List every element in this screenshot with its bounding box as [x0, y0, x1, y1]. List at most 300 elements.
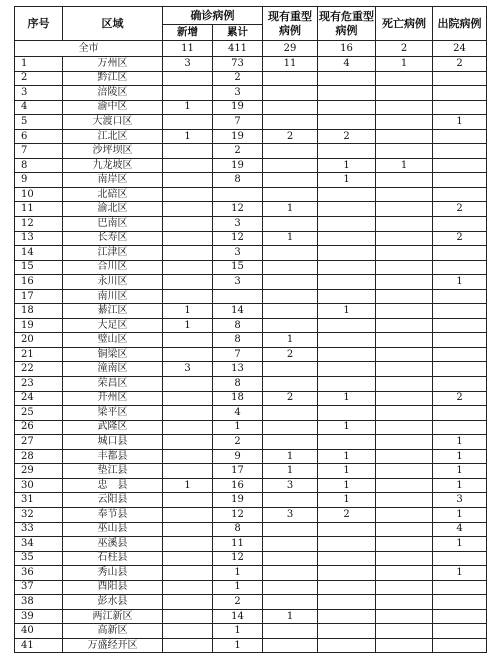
row-deaths: [376, 333, 433, 348]
row-severe: [263, 304, 318, 319]
row-cumulative: 3: [213, 246, 263, 261]
row-critical: 1: [318, 391, 376, 406]
table-row: [15, 71, 487, 86]
row-severe: [263, 217, 318, 232]
row-no: 34: [15, 537, 63, 552]
row-new: [163, 347, 213, 362]
row-cumulative: 17: [213, 464, 263, 479]
table-row: [15, 478, 487, 493]
row-critical: 1: [318, 493, 376, 508]
row-district: 开州区: [63, 391, 163, 406]
row-district: 巫山县: [63, 522, 163, 537]
row-new: [163, 638, 213, 653]
row-district: 涪陵区: [63, 86, 163, 101]
row-critical: 4: [318, 57, 376, 72]
row-no: 23: [15, 377, 63, 392]
row-deaths: [376, 304, 433, 319]
table-row: [15, 391, 487, 406]
table-row: [15, 522, 487, 537]
row-discharged: 1: [433, 464, 487, 479]
header-deaths: 死亡病例: [376, 7, 433, 41]
row-discharged: [433, 420, 487, 435]
row-deaths: [376, 595, 433, 610]
row-critical: [318, 144, 376, 159]
row-deaths: 1: [376, 158, 433, 173]
row-deaths: [376, 566, 433, 581]
row-critical: [318, 377, 376, 392]
row-new: [163, 333, 213, 348]
row-severe: 3: [263, 507, 318, 522]
row-new: [163, 115, 213, 130]
row-discharged: [433, 173, 487, 188]
row-no: 26: [15, 420, 63, 435]
header-no: 序号: [15, 7, 63, 41]
row-critical: 2: [318, 507, 376, 522]
row-no: 13: [15, 231, 63, 246]
row-discharged: 1: [433, 275, 487, 290]
row-severe: 11: [263, 57, 318, 72]
row-no: 15: [15, 260, 63, 275]
row-district: 璧山区: [63, 333, 163, 348]
row-critical: [318, 362, 376, 377]
row-no: 6: [15, 129, 63, 144]
row-district: 万盛经开区: [63, 638, 163, 653]
row-cumulative: 19: [213, 493, 263, 508]
row-discharged: [433, 217, 487, 232]
row-deaths: [376, 420, 433, 435]
row-new: 1: [163, 304, 213, 319]
row-no: 39: [15, 609, 63, 624]
row-cumulative: 8: [213, 173, 263, 188]
total-severe: 29: [263, 41, 318, 57]
row-deaths: [376, 507, 433, 522]
row-deaths: [376, 231, 433, 246]
row-cumulative: 2: [213, 595, 263, 610]
row-new: [163, 231, 213, 246]
row-deaths: [376, 624, 433, 639]
header-severe: 现有重型病例: [263, 7, 318, 41]
row-critical: [318, 537, 376, 552]
row-new: [163, 144, 213, 159]
row-district: 巴南区: [63, 217, 163, 232]
row-district: 梁平区: [63, 406, 163, 421]
table-row: [15, 435, 487, 450]
row-no: 7: [15, 144, 63, 159]
row-discharged: [433, 406, 487, 421]
row-critical: 1: [318, 173, 376, 188]
row-severe: [263, 580, 318, 595]
row-deaths: [376, 377, 433, 392]
row-cumulative: 73: [213, 57, 263, 72]
row-critical: [318, 260, 376, 275]
row-severe: 3: [263, 478, 318, 493]
row-cumulative: 19: [213, 100, 263, 115]
row-deaths: [376, 362, 433, 377]
row-severe: [263, 362, 318, 377]
row-discharged: 2: [433, 57, 487, 72]
row-new: [163, 260, 213, 275]
row-severe: [263, 566, 318, 581]
row-deaths: [376, 86, 433, 101]
row-deaths: [376, 638, 433, 653]
row-deaths: 1: [376, 57, 433, 72]
table-row: [15, 537, 487, 552]
row-no: 21: [15, 347, 63, 362]
row-no: 32: [15, 507, 63, 522]
row-deaths: [376, 347, 433, 362]
row-district: 渝中区: [63, 100, 163, 115]
row-severe: [263, 377, 318, 392]
total-deaths: 2: [376, 41, 433, 57]
row-deaths: [376, 406, 433, 421]
row-no: 24: [15, 391, 63, 406]
table-row: [15, 609, 487, 624]
row-no: 33: [15, 522, 63, 537]
row-discharged: 1: [433, 449, 487, 464]
row-critical: [318, 580, 376, 595]
table-row: [15, 129, 487, 144]
row-discharged: [433, 377, 487, 392]
row-no: 5: [15, 115, 63, 130]
row-new: [163, 566, 213, 581]
row-new: [163, 246, 213, 261]
row-critical: [318, 333, 376, 348]
row-no: 2: [15, 71, 63, 86]
row-discharged: [433, 304, 487, 319]
row-severe: [263, 537, 318, 552]
row-new: [163, 464, 213, 479]
table-row: [15, 86, 487, 101]
row-no: 38: [15, 595, 63, 610]
row-deaths: [376, 217, 433, 232]
row-severe: [263, 246, 318, 261]
row-district: 南川区: [63, 289, 163, 304]
row-district: 南岸区: [63, 173, 163, 188]
row-no: 20: [15, 333, 63, 348]
row-critical: [318, 231, 376, 246]
row-new: [163, 609, 213, 624]
row-district: 彭水县: [63, 595, 163, 610]
row-cumulative: [213, 289, 263, 304]
row-new: [163, 158, 213, 173]
row-district: 巫溪县: [63, 537, 163, 552]
row-new: [163, 377, 213, 392]
row-critical: 2: [318, 129, 376, 144]
row-cumulative: 8: [213, 318, 263, 333]
table-row: [15, 115, 487, 130]
row-severe: [263, 115, 318, 130]
row-discharged: [433, 624, 487, 639]
row-critical: 1: [318, 478, 376, 493]
row-cumulative: 11: [213, 537, 263, 552]
row-no: 17: [15, 289, 63, 304]
row-district: 武隆区: [63, 420, 163, 435]
row-deaths: [376, 609, 433, 624]
row-discharged: [433, 129, 487, 144]
row-cumulative: 1: [213, 638, 263, 653]
row-new: [163, 493, 213, 508]
row-deaths: [376, 318, 433, 333]
row-district: 渝北区: [63, 202, 163, 217]
row-deaths: [376, 173, 433, 188]
table-row: [15, 187, 487, 202]
row-district: 合川区: [63, 260, 163, 275]
row-critical: [318, 595, 376, 610]
row-severe: 1: [263, 231, 318, 246]
row-deaths: [376, 580, 433, 595]
header-critical: 现有危重型病例: [318, 7, 376, 41]
row-new: 1: [163, 129, 213, 144]
row-no: 36: [15, 566, 63, 581]
header-new: 新增: [163, 25, 213, 41]
row-district: 万州区: [63, 57, 163, 72]
row-critical: [318, 289, 376, 304]
row-discharged: [433, 580, 487, 595]
row-new: [163, 289, 213, 304]
row-severe: [263, 318, 318, 333]
row-severe: [263, 551, 318, 566]
row-cumulative: 12: [213, 551, 263, 566]
row-no: 4: [15, 100, 63, 115]
row-cumulative: [213, 187, 263, 202]
row-no: 18: [15, 304, 63, 319]
row-district: 黔江区: [63, 71, 163, 86]
table-row: [15, 624, 487, 639]
row-new: [163, 71, 213, 86]
row-deaths: [376, 275, 433, 290]
row-severe: [263, 187, 318, 202]
table-row: [15, 362, 487, 377]
table-row: [15, 173, 487, 188]
row-district: 北碚区: [63, 187, 163, 202]
row-discharged: 2: [433, 391, 487, 406]
header-district: 区域: [63, 7, 163, 41]
row-district: 长寿区: [63, 231, 163, 246]
row-district: 云阳县: [63, 493, 163, 508]
row-district: 江津区: [63, 246, 163, 261]
row-new: [163, 391, 213, 406]
table-row: [15, 231, 487, 246]
row-cumulative: 2: [213, 71, 263, 86]
row-new: [163, 275, 213, 290]
total-discharged: 24: [433, 41, 487, 57]
row-severe: [263, 522, 318, 537]
row-no: 27: [15, 435, 63, 450]
table-row: [15, 217, 487, 232]
row-new: [163, 435, 213, 450]
row-deaths: [376, 478, 433, 493]
row-deaths: [376, 449, 433, 464]
row-discharged: 1: [433, 566, 487, 581]
row-deaths: [376, 100, 433, 115]
row-district: 石柱县: [63, 551, 163, 566]
row-district: 江北区: [63, 129, 163, 144]
row-cumulative: 1: [213, 580, 263, 595]
row-severe: [263, 289, 318, 304]
row-no: 37: [15, 580, 63, 595]
row-no: 30: [15, 478, 63, 493]
case-table-container: [14, 6, 486, 653]
row-deaths: [376, 464, 433, 479]
table-row: [15, 100, 487, 115]
total-cumulative: 411: [213, 41, 263, 57]
row-deaths: [376, 289, 433, 304]
table-row: [15, 347, 487, 362]
row-discharged: [433, 289, 487, 304]
header-confirmed: 确诊病例: [163, 7, 263, 25]
row-critical: 1: [318, 464, 376, 479]
row-new: [163, 202, 213, 217]
table-body: [15, 41, 487, 653]
row-no: 3: [15, 86, 63, 101]
row-deaths: [376, 187, 433, 202]
row-new: [163, 449, 213, 464]
row-district: 潼南区: [63, 362, 163, 377]
row-severe: [263, 173, 318, 188]
row-cumulative: 19: [213, 158, 263, 173]
row-no: 9: [15, 173, 63, 188]
row-new: [163, 507, 213, 522]
row-discharged: 3: [433, 493, 487, 508]
row-district: 城口县: [63, 435, 163, 450]
row-deaths: [376, 522, 433, 537]
row-discharged: 1: [433, 435, 487, 450]
row-new: 1: [163, 100, 213, 115]
row-severe: [263, 420, 318, 435]
row-new: [163, 173, 213, 188]
row-cumulative: 16: [213, 478, 263, 493]
row-severe: [263, 144, 318, 159]
row-severe: [263, 638, 318, 653]
table-row: [15, 304, 487, 319]
row-critical: [318, 187, 376, 202]
row-severe: [263, 100, 318, 115]
row-cumulative: 1: [213, 420, 263, 435]
row-severe: [263, 158, 318, 173]
row-discharged: 1: [433, 115, 487, 130]
row-no: 1: [15, 57, 63, 72]
row-severe: [263, 435, 318, 450]
row-critical: [318, 624, 376, 639]
table-header: [15, 7, 487, 41]
row-discharged: [433, 318, 487, 333]
table-row: [15, 595, 487, 610]
row-severe: [263, 275, 318, 290]
table-row: [15, 246, 487, 261]
row-severe: 2: [263, 347, 318, 362]
row-cumulative: 3: [213, 86, 263, 101]
table-row: [15, 275, 487, 290]
row-new: [163, 187, 213, 202]
row-critical: [318, 275, 376, 290]
row-cumulative: 13: [213, 362, 263, 377]
row-new: [163, 86, 213, 101]
table-row: [15, 333, 487, 348]
row-severe: [263, 71, 318, 86]
row-district: 酉阳县: [63, 580, 163, 595]
row-critical: [318, 609, 376, 624]
table-row: [15, 202, 487, 217]
row-discharged: 1: [433, 478, 487, 493]
total-critical: 16: [318, 41, 376, 57]
row-no: 10: [15, 187, 63, 202]
row-deaths: [376, 71, 433, 86]
row-discharged: [433, 362, 487, 377]
table-row: [15, 580, 487, 595]
row-district: 永川区: [63, 275, 163, 290]
row-discharged: [433, 333, 487, 348]
row-cumulative: 3: [213, 275, 263, 290]
table-row: [15, 57, 487, 72]
row-severe: 2: [263, 391, 318, 406]
case-table: [14, 6, 487, 653]
row-critical: [318, 246, 376, 261]
row-no: 11: [15, 202, 63, 217]
header-cumulative: 累计: [213, 25, 263, 41]
row-no: 19: [15, 318, 63, 333]
row-district: 綦江区: [63, 304, 163, 319]
row-critical: [318, 100, 376, 115]
row-new: [163, 624, 213, 639]
row-district: 丰都县: [63, 449, 163, 464]
row-new: [163, 522, 213, 537]
row-cumulative: 7: [213, 115, 263, 130]
row-severe: 1: [263, 202, 318, 217]
row-deaths: [376, 537, 433, 552]
row-cumulative: 15: [213, 260, 263, 275]
row-cumulative: 8: [213, 377, 263, 392]
row-discharged: [433, 260, 487, 275]
row-deaths: [376, 246, 433, 261]
row-critical: [318, 522, 376, 537]
row-cumulative: 18: [213, 391, 263, 406]
total-label: 全市: [15, 41, 163, 57]
row-no: 25: [15, 406, 63, 421]
table-row: [15, 377, 487, 392]
table-row: [15, 144, 487, 159]
row-deaths: [376, 435, 433, 450]
row-deaths: [376, 260, 433, 275]
row-new: [163, 537, 213, 552]
row-cumulative: 7: [213, 347, 263, 362]
table-row: [15, 551, 487, 566]
table-row: [15, 318, 487, 333]
row-district: 高新区: [63, 624, 163, 639]
total-new: 11: [163, 41, 213, 57]
row-critical: [318, 217, 376, 232]
row-deaths: [376, 391, 433, 406]
row-discharged: [433, 609, 487, 624]
row-new: [163, 217, 213, 232]
row-no: 16: [15, 275, 63, 290]
row-new: [163, 420, 213, 435]
row-critical: 1: [318, 420, 376, 435]
row-cumulative: 2: [213, 435, 263, 450]
row-critical: [318, 347, 376, 362]
row-severe: [263, 260, 318, 275]
row-deaths: [376, 115, 433, 130]
table-row: [15, 420, 487, 435]
row-discharged: [433, 71, 487, 86]
row-cumulative: 14: [213, 609, 263, 624]
table-row: [15, 638, 487, 653]
row-district: 铜梁区: [63, 347, 163, 362]
row-discharged: [433, 551, 487, 566]
row-discharged: [433, 347, 487, 362]
row-district: 忠 县: [63, 478, 163, 493]
table-row: [15, 464, 487, 479]
table-row: [15, 449, 487, 464]
